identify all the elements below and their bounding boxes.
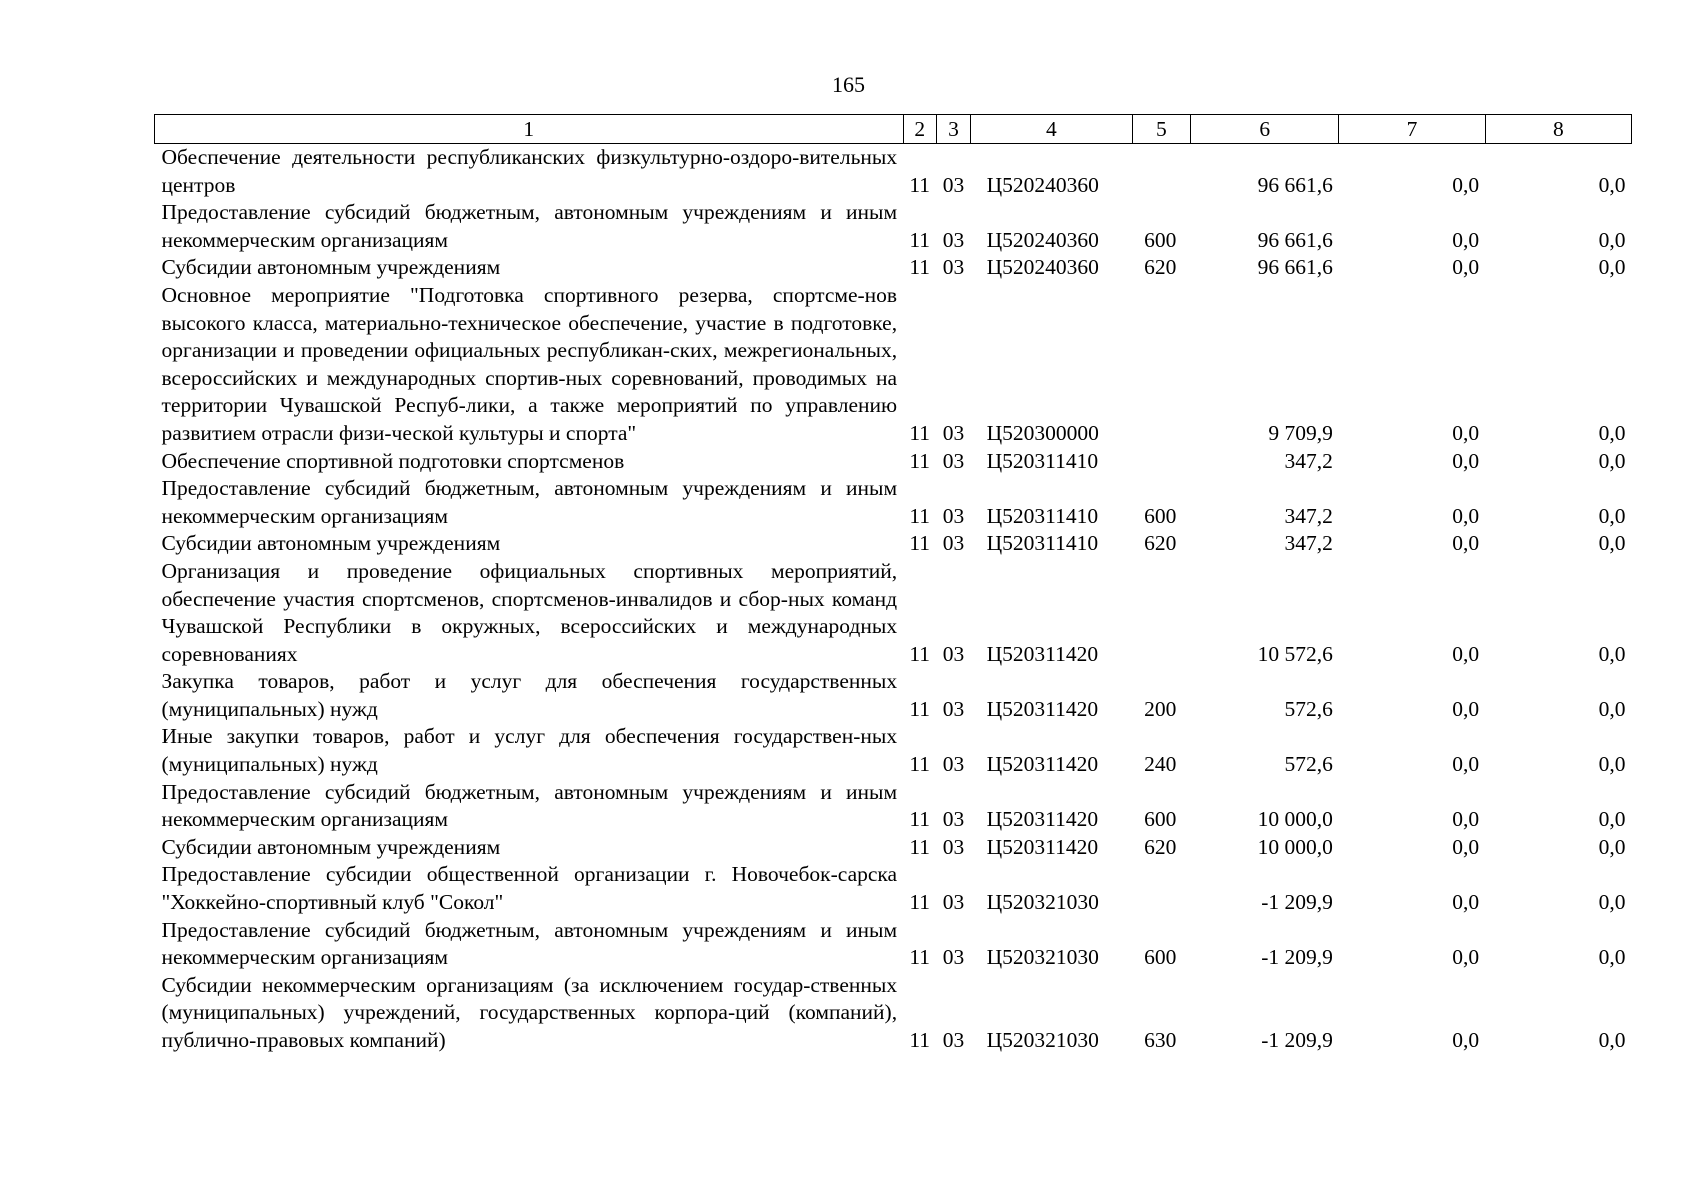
row-name: Предоставление субсидий бюджетным, автономным учреждениям и иным некоммерческим организациям [161, 476, 898, 528]
row-section: 11 [909, 752, 931, 777]
row-expense-type: 630 [1144, 1028, 1177, 1052]
row-subsection: 03 [942, 752, 965, 777]
row-amount-1: 10 572,6 [1257, 641, 1333, 666]
row-amount-2: 0,0 [1452, 752, 1480, 777]
table-row [155, 723, 1632, 778]
row-name: Субсидии автономным учреждениям [161, 255, 501, 280]
row-amount-2: 0,0 [1452, 807, 1480, 832]
table-row [155, 144, 1632, 200]
row-target-code: Ц520311410 [986, 531, 1099, 556]
row-name: Иные закупки товаров, работ и услуг для обеспечения государствен-ных (муниципальных) нужд [161, 724, 898, 777]
row-amount-3: 0,0 [1598, 1028, 1626, 1052]
row-section: 11 [909, 227, 931, 252]
row-subsection: 03 [942, 1028, 965, 1052]
row-target-code: Ц520311410 [986, 503, 1099, 528]
row-amount-2: 0,0 [1452, 1028, 1480, 1052]
row-expense-type: 620 [1144, 255, 1177, 280]
row-amount-2: 0,0 [1452, 531, 1480, 556]
row-subsection: 03 [942, 641, 965, 666]
row-subsection: 03 [942, 945, 965, 970]
table-row [155, 282, 1632, 448]
row-expense-type [1132, 448, 1191, 476]
row-amount-1: 347,2 [1284, 503, 1333, 528]
header-col-2: 2 [903, 115, 936, 144]
table-body [155, 144, 1632, 1055]
row-amount-3: 0,0 [1598, 641, 1626, 666]
row-name: Предоставление субсидий бюджетным, автономным учреждениям и иным некоммерческим организациям [161, 200, 898, 252]
row-amount-2: 0,0 [1452, 448, 1480, 473]
row-section: 11 [909, 448, 931, 473]
row-expense-type [1132, 282, 1191, 448]
header-row [155, 115, 1632, 144]
row-amount-1: -1 209,9 [1261, 890, 1333, 915]
row-amount-1: 347,2 [1284, 448, 1333, 473]
row-amount-2: 0,0 [1452, 945, 1480, 970]
header-col-7: 7 [1339, 115, 1485, 144]
table-header [155, 115, 1632, 144]
row-name: Обеспечение деятельности республиканских физкультурно-оздоро-вительных центров [161, 145, 898, 197]
table-row [155, 199, 1632, 254]
row-amount-1: 96 661,6 [1257, 172, 1333, 197]
row-target-code: Ц520300000 [986, 420, 1099, 445]
row-subsection: 03 [942, 448, 965, 473]
row-section: 11 [909, 172, 931, 197]
row-section: 11 [909, 420, 931, 445]
row-section: 11 [909, 945, 931, 970]
row-subsection: 03 [942, 420, 965, 445]
row-amount-2: 0,0 [1452, 696, 1480, 721]
table-row [155, 861, 1632, 916]
row-amount-1: -1 209,9 [1261, 945, 1333, 970]
table-row [155, 972, 1632, 1055]
row-name: Основное мероприятие "Подготовка спортивного резерва, спортсме-нов высокого класса, материально-техническое обеспечение, участие в подготовке, организации и проведении официальных республикан-ских, межрегиональных, всероссийских и международных спортив-ных соревнований, проводимых на территории Чувашской Респуб-лики, а также мероприятий по управлению развитием отрасли физи-ческой культуры и спорта" [161, 282, 898, 445]
table-row [155, 530, 1632, 558]
row-name: Предоставление субсидий бюджетным, автономным учреждениям и иным некоммерческим организациям [161, 779, 898, 832]
table-row [155, 475, 1632, 530]
row-subsection: 03 [942, 227, 965, 252]
budget-table [154, 114, 1632, 1055]
row-amount-3: 0,0 [1598, 531, 1626, 556]
row-amount-2: 0,0 [1452, 227, 1480, 252]
row-amount-3: 0,0 [1598, 752, 1626, 777]
row-name: Обеспечение спортивной подготовки спортсменов [161, 448, 625, 473]
table-row [155, 834, 1632, 862]
table-row [155, 448, 1632, 476]
row-amount-3: 0,0 [1598, 255, 1626, 280]
row-amount-3: 0,0 [1598, 945, 1626, 970]
row-section: 11 [909, 696, 931, 721]
row-name: Предоставление субсидий бюджетным, автономным учреждениям и иным некоммерческим организациям [161, 917, 898, 970]
row-target-code: Ц520311420 [986, 834, 1099, 859]
row-amount-1: -1 209,9 [1261, 1028, 1333, 1052]
row-expense-type [1132, 144, 1191, 200]
row-subsection: 03 [942, 696, 965, 721]
row-subsection: 03 [942, 503, 965, 528]
row-subsection: 03 [942, 807, 965, 832]
row-section: 11 [909, 503, 931, 528]
row-expense-type: 620 [1144, 834, 1177, 859]
row-section: 11 [909, 1028, 931, 1052]
row-amount-3: 0,0 [1598, 890, 1626, 915]
row-name: Субсидии некоммерческим организациям (за исключением государ-ственных (муниципальных) учреждений, государственных корпора-ций (компаний), публично-правовых компаний) [161, 972, 898, 1052]
row-expense-type: 240 [1144, 752, 1177, 777]
row-name: Субсидии автономным учреждениям [161, 834, 501, 859]
row-amount-1: 572,6 [1284, 696, 1333, 721]
page-number: 165 [832, 72, 865, 97]
row-section: 11 [909, 834, 931, 859]
row-subsection: 03 [942, 890, 965, 915]
row-amount-1: 96 661,6 [1257, 227, 1333, 252]
header-col-3: 3 [936, 115, 970, 144]
row-amount-2: 0,0 [1452, 172, 1480, 197]
header-col-5: 5 [1132, 115, 1191, 144]
row-amount-2: 0,0 [1452, 890, 1480, 915]
row-subsection: 03 [942, 531, 965, 556]
row-subsection: 03 [942, 834, 965, 859]
row-expense-type [1132, 861, 1191, 916]
row-amount-1: 96 661,6 [1257, 255, 1333, 280]
row-section: 11 [909, 255, 931, 280]
row-amount-3: 0,0 [1598, 696, 1626, 721]
table-row [155, 779, 1632, 834]
row-amount-2: 0,0 [1452, 255, 1480, 280]
row-amount-3: 0,0 [1598, 420, 1626, 445]
row-target-code: Ц520311420 [986, 752, 1099, 777]
row-amount-3: 0,0 [1598, 172, 1626, 197]
row-expense-type: 600 [1144, 945, 1177, 970]
row-expense-type: 620 [1144, 531, 1177, 556]
row-name: Организация и проведение официальных спортивных мероприятий, обеспечение участия спортсменов, спортсменов-инвалидов и сбор-ных команд Чувашской Республики в окружных, всероссийских и международных соревнованиях [161, 558, 898, 666]
row-amount-3: 0,0 [1598, 448, 1626, 473]
row-amount-1: 10 000,0 [1257, 807, 1333, 832]
row-name: Предоставление субсидии общественной организации г. Новочебок-сарска "Хоккейно-спортивный клуб "Сокол" [161, 862, 898, 915]
row-subsection: 03 [942, 255, 965, 280]
row-expense-type: 600 [1144, 807, 1177, 832]
table-row [155, 254, 1632, 282]
header-col-1: 1 [155, 115, 904, 144]
header-col-8: 8 [1485, 115, 1631, 144]
row-amount-3: 0,0 [1598, 227, 1626, 252]
table-row [155, 558, 1632, 668]
table-row [155, 917, 1632, 972]
row-section: 11 [909, 641, 931, 666]
row-target-code: Ц520311420 [986, 807, 1099, 832]
row-name: Субсидии автономным учреждениям [161, 531, 501, 556]
table-row [155, 668, 1632, 723]
row-amount-2: 0,0 [1452, 834, 1480, 859]
row-section: 11 [909, 531, 931, 556]
row-amount-1: 572,6 [1284, 752, 1333, 777]
row-target-code: Ц520321030 [986, 1028, 1099, 1052]
row-expense-type: 600 [1144, 227, 1177, 252]
row-amount-1: 9 709,9 [1268, 420, 1333, 445]
row-target-code: Ц520311410 [986, 448, 1099, 473]
row-amount-3: 0,0 [1598, 834, 1626, 859]
row-target-code: Ц520321030 [986, 890, 1099, 915]
row-expense-type: 600 [1144, 503, 1177, 528]
row-target-code: Ц520240360 [986, 227, 1099, 252]
row-amount-1: 347,2 [1284, 531, 1333, 556]
row-amount-2: 0,0 [1452, 503, 1480, 528]
row-target-code: Ц520311420 [986, 641, 1099, 666]
row-section: 11 [909, 890, 931, 915]
row-amount-2: 0,0 [1452, 420, 1480, 445]
row-expense-type [1132, 558, 1191, 668]
row-name: Закупка товаров, работ и услуг для обеспечения государственных (муниципальных) нужд [161, 669, 898, 721]
row-target-code: Ц520240360 [986, 255, 1099, 280]
row-amount-2: 0,0 [1452, 641, 1480, 666]
row-subsection: 03 [942, 172, 965, 197]
header-col-4: 4 [971, 115, 1132, 144]
row-amount-3: 0,0 [1598, 807, 1626, 832]
row-section: 11 [909, 807, 931, 832]
row-target-code: Ц520311420 [986, 696, 1099, 721]
row-amount-1: 10 000,0 [1257, 834, 1333, 859]
row-target-code: Ц520240360 [986, 172, 1099, 197]
row-target-code: Ц520321030 [986, 945, 1099, 970]
header-col-6: 6 [1191, 115, 1339, 144]
row-expense-type: 200 [1144, 696, 1177, 721]
row-amount-3: 0,0 [1598, 503, 1626, 528]
